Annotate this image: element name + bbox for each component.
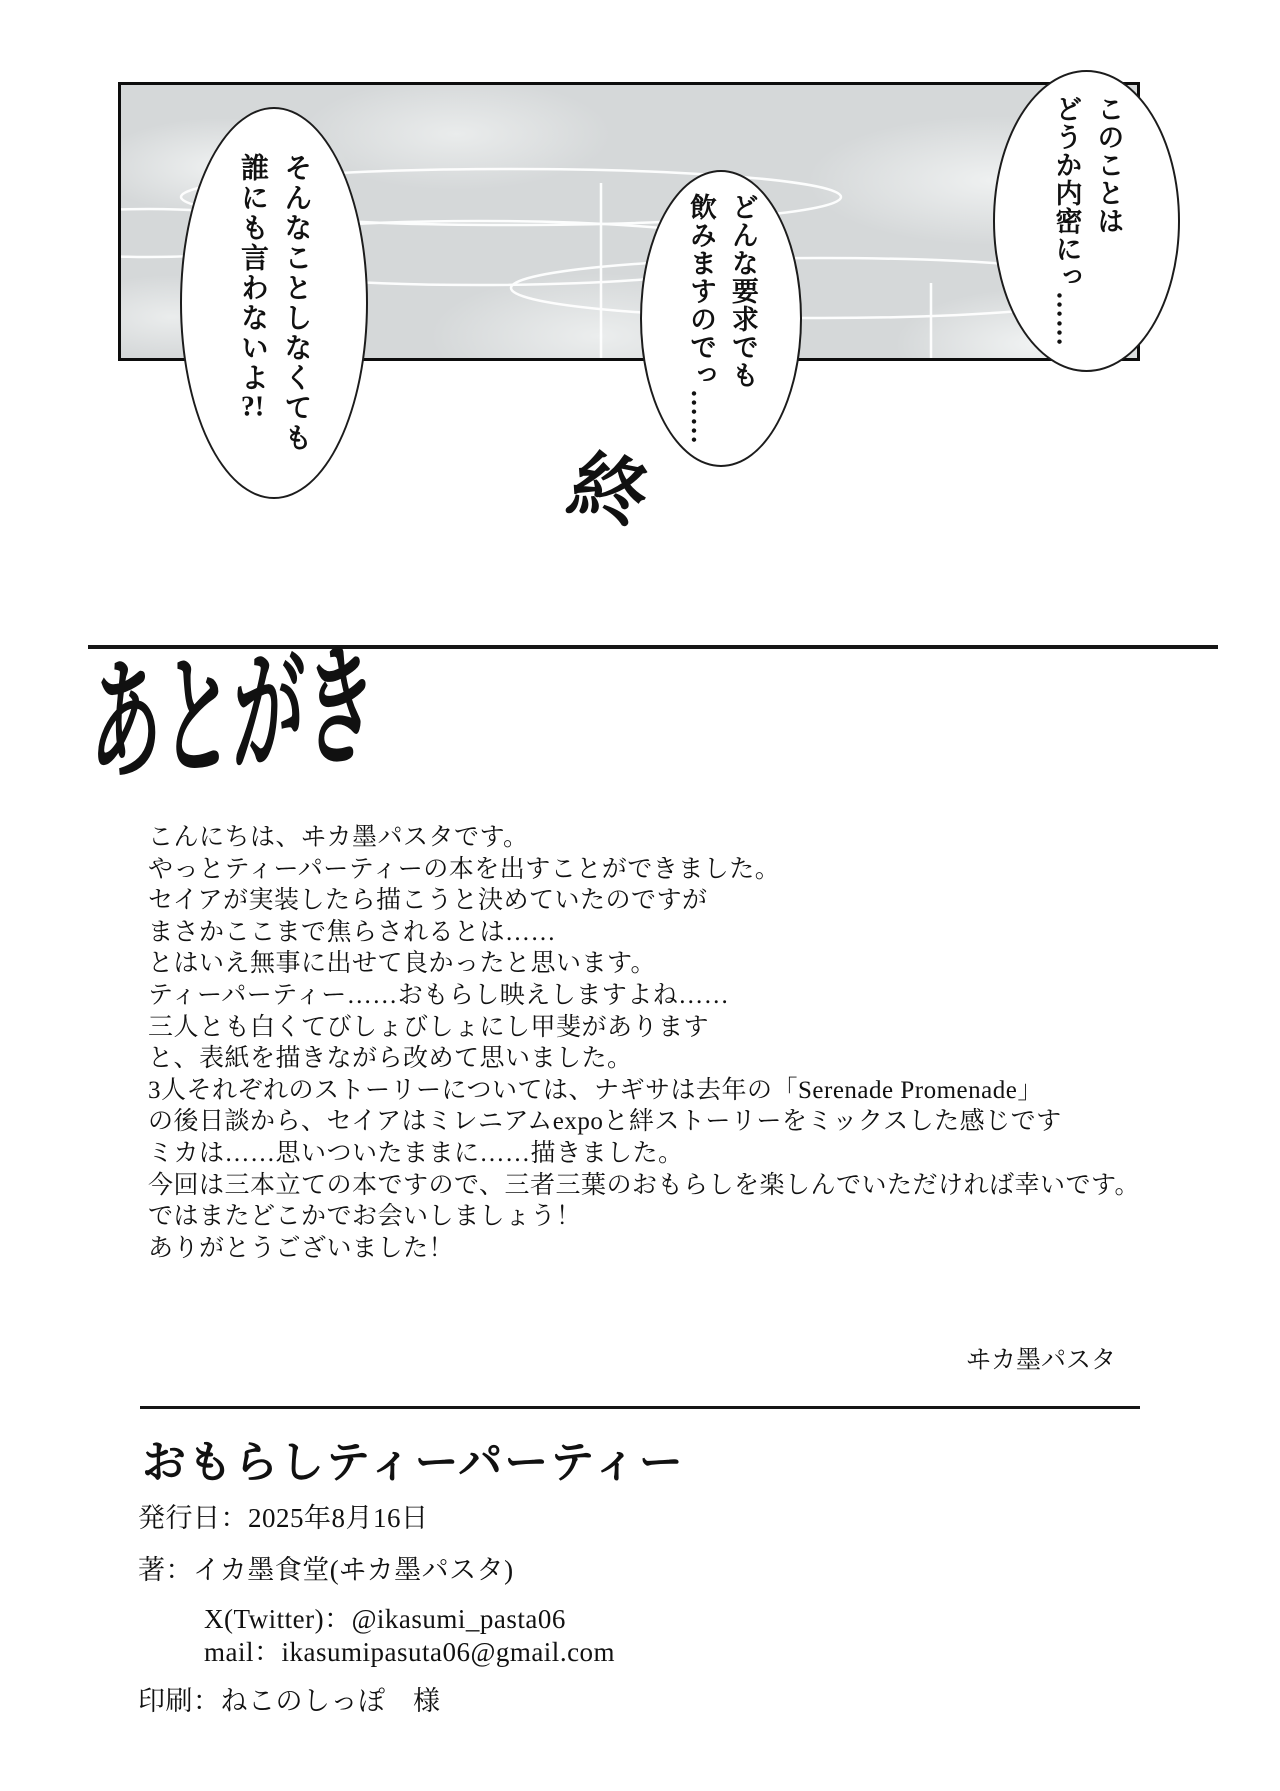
bubble-text-column: どうか内密にっ…… [1051,95,1082,347]
printer-credit: 印刷：ねこのしっぽ 様 [138,1686,441,1716]
afterword-line: ありがとうございました！ [148,1234,455,1262]
afterword-line: の後日談から、セイアはミレニアムexpoと絆ストーリーをミックスした感じです [148,1108,1062,1136]
bubble-text-column: 飲みますのでっ…… [686,192,716,445]
bubble-text-column: どんな要求でも [727,192,758,389]
afterword-line: とはいえ無事に出せて良かったと思います。 [148,950,657,978]
speech-bubble-right-text [1045,95,1129,347]
speech-bubble-middle [640,170,802,467]
afterword-line: と、表紙を描きながら改めて思いました。 [148,1045,633,1073]
bubble-text-column: このことは [1093,95,1124,235]
afterword-text [148,822,1140,1264]
twitter-handle: X(Twitter)：@ikasumi_pasta06 [204,1604,566,1634]
afterword-line: セイアが実装したら描こうと決めていたのですが [148,887,708,915]
afterword-line: ティーパーティー……おもらし映えしますよね…… [148,981,730,1009]
afterword-line: ではまたどこかでお会いしましょう！ [148,1203,582,1231]
speech-bubble-left [180,107,368,499]
author-credit: 著：イカ墨食堂(ヰカ墨パスタ) [138,1555,514,1585]
afterword-line: 3人それぞれのストーリーについては、ナギサは去年の「Serenade Promenade」 [148,1076,1043,1104]
section-divider-colophon [140,1406,1140,1409]
afterword-heading: あとがき [89,632,377,799]
afterword-line: こんにちは、ヰカ墨パスタです。 [148,824,529,851]
book-title: おもらしティーパーティー [142,1438,685,1487]
speech-bubble-right [993,70,1180,372]
author-signature: ヰカ墨パスタ [966,1347,1117,1374]
speech-bubble-left-text [231,153,318,453]
mail-address: mail：ikasumipasuta06@gmail.com [204,1637,616,1667]
afterword-line: ミカは……思いついたままに……描きました。 [148,1139,684,1167]
afterword-line: まさかここまで焦らされるとは…… [148,918,557,946]
afterword-line: 今回は三本立ての本ですので、三者三葉のおもらしを楽しんでいただければ幸いです。 [148,1171,1141,1199]
speech-bubble-middle-text [679,193,763,445]
afterword-line: やっとティーパーティーの本を出すことができました。 [148,855,781,883]
publish-date: 発行日：2025年8月16日 [138,1503,429,1533]
bubble-text-column: 誰にも言わないよ?! [237,153,268,421]
end-mark: 終 [559,444,659,540]
bubble-text-column: そんなことしなくても [280,153,312,453]
tate-chu-yoko: ?! [240,393,265,421]
afterword-line: 三人とも白くてびしょびしょにし甲斐があります [148,1013,710,1041]
